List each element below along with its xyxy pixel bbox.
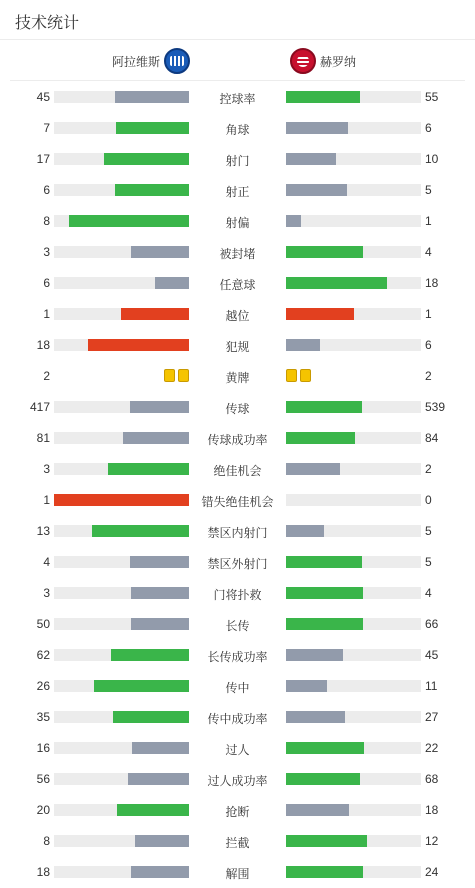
away-value: 539: [425, 400, 446, 414]
stat-label: 射正: [225, 185, 250, 199]
away-value: 2: [425, 369, 432, 383]
home-bar-track: [54, 804, 189, 816]
home-value: 50: [36, 617, 50, 631]
away-bar-fill: [286, 618, 363, 630]
away-bar-track: [286, 432, 421, 444]
home-bar-fill: [113, 711, 189, 723]
away-value: 11: [425, 679, 438, 693]
stat-row: [0, 825, 475, 856]
home-value: 6: [43, 183, 50, 197]
home-bar-fill: [123, 432, 189, 444]
home-value: 7: [43, 121, 50, 135]
away-bar-fill: [286, 587, 363, 599]
away-value: 1: [425, 214, 432, 228]
teams-header: [10, 41, 465, 81]
stat-row: [0, 732, 475, 763]
home-bar-track: [54, 339, 189, 351]
stat-label: 长传: [225, 619, 250, 633]
stat-label: 拦截: [225, 836, 250, 850]
away-bar-track: [286, 525, 421, 537]
home-value: 56: [36, 772, 50, 786]
stat-label: 越位: [225, 309, 250, 323]
stat-row: [0, 205, 475, 236]
away-bar-track: [286, 277, 421, 289]
away-value: 18: [425, 276, 439, 290]
away-bar-track: [286, 153, 421, 165]
away-value: 55: [425, 90, 439, 104]
away-bar-fill: [286, 804, 349, 816]
away-bar-fill: [286, 742, 364, 754]
yellow-card-icon: [300, 369, 311, 382]
stat-row: [0, 267, 475, 298]
home-bar-track: [54, 153, 189, 165]
home-bar-track: [54, 401, 189, 413]
stat-row: [0, 515, 475, 546]
home-bar-fill: [92, 525, 189, 537]
away-bar-fill: [286, 773, 360, 785]
away-value: 6: [425, 338, 432, 352]
stat-row: [0, 639, 475, 670]
away-bar-fill: [286, 463, 340, 475]
stat-label: 过人: [225, 743, 250, 757]
home-bar-track: [54, 122, 189, 134]
home-bar-track: [54, 277, 189, 289]
home-value: 1: [43, 307, 50, 321]
home-value: 8: [43, 834, 50, 848]
stat-label: 射门: [225, 154, 250, 168]
stats-list: [0, 81, 475, 887]
home-bar-fill: [155, 277, 189, 289]
home-bar-track: [54, 525, 189, 537]
away-bar-fill: [286, 91, 360, 103]
away-bar-fill: [286, 153, 336, 165]
stat-label: 解围: [225, 867, 250, 881]
home-bar-fill: [115, 184, 189, 196]
away-value: 5: [425, 183, 432, 197]
away-value: 22: [425, 741, 439, 755]
home-bar-track: [54, 680, 189, 692]
away-bar-track: [286, 680, 421, 692]
home-bar-fill: [130, 556, 189, 568]
away-bar-track: [286, 463, 421, 475]
home-bar-fill: [104, 153, 189, 165]
page-title: 技术统计: [15, 15, 80, 32]
stat-row: [0, 236, 475, 267]
home-bar-fill: [131, 866, 189, 878]
stat-label: 禁区外射门: [207, 557, 268, 571]
away-bar-fill: [286, 122, 348, 134]
home-bar-track: [54, 494, 189, 506]
away-bar-fill: [286, 246, 363, 258]
home-bar-track: [54, 91, 189, 103]
away-value: 66: [425, 617, 439, 631]
home-yellow-cards: [164, 369, 189, 382]
stat-row: [0, 360, 475, 391]
away-value: 5: [425, 555, 432, 569]
stat-row: [0, 174, 475, 205]
home-value: 8: [43, 214, 50, 228]
home-bar-fill: [131, 246, 189, 258]
away-value: 68: [425, 772, 439, 786]
stat-row: [0, 856, 475, 887]
away-bar-fill: [286, 649, 343, 661]
away-value: 27: [425, 710, 439, 724]
away-bar-track: [286, 587, 421, 599]
away-bar-track: [286, 494, 421, 506]
home-bar-track: [54, 866, 189, 878]
away-value: 12: [425, 834, 439, 848]
stat-label: 控球率: [219, 92, 256, 106]
stat-label: 射偏: [225, 216, 250, 230]
away-value: 45: [425, 648, 439, 662]
home-value: 1: [43, 493, 50, 507]
away-bar-track: [286, 835, 421, 847]
away-value: 4: [425, 245, 432, 259]
away-value: 0: [425, 493, 432, 507]
stat-row: [0, 81, 475, 112]
away-value: 24: [425, 865, 439, 879]
stat-row: [0, 577, 475, 608]
yellow-card-icon: [164, 369, 175, 382]
stat-label: 任意球: [219, 278, 256, 292]
stat-label: 被封堵: [219, 247, 256, 261]
away-bar-fill: [286, 556, 362, 568]
away-bar-fill: [286, 835, 367, 847]
home-value: 17: [36, 152, 50, 166]
home-value: 3: [43, 586, 50, 600]
away-team-name: 赫罗纳: [320, 54, 357, 69]
away-bar-fill: [286, 432, 355, 444]
home-bar-fill: [108, 463, 189, 475]
home-bar-fill: [128, 773, 189, 785]
away-bar-track: [286, 215, 421, 227]
away-bar-track: [286, 401, 421, 413]
away-bar-track: [286, 711, 421, 723]
away-bar-fill: [286, 184, 347, 196]
home-bar-fill: [130, 401, 189, 413]
home-bar-fill: [121, 308, 189, 320]
yellow-card-icon: [178, 369, 189, 382]
away-bar-fill: [286, 339, 320, 351]
home-bar-fill: [116, 122, 189, 134]
away-bar-fill: [286, 215, 301, 227]
away-bar-fill: [286, 711, 345, 723]
away-bar-track: [286, 866, 421, 878]
stat-row: [0, 763, 475, 794]
away-team[interactable]: [290, 41, 360, 81]
stat-label: 绝佳机会: [213, 464, 262, 478]
home-value: 62: [36, 648, 50, 662]
home-value: 3: [43, 245, 50, 259]
away-bar-fill: [286, 277, 387, 289]
stat-label: 角球: [225, 123, 250, 137]
stat-label: 传球成功率: [207, 433, 268, 447]
stat-row: [0, 391, 475, 422]
home-value: 45: [36, 90, 50, 104]
away-bar-track: [286, 308, 421, 320]
home-bar-track: [54, 246, 189, 258]
stat-label: 传中成功率: [207, 712, 268, 726]
away-yellow-cards: [286, 369, 311, 382]
stat-label: 禁区内射门: [207, 526, 268, 540]
home-bar-track: [54, 432, 189, 444]
home-bar-track: [54, 308, 189, 320]
home-team-name: 阿拉维斯: [111, 54, 160, 69]
stat-label: 抢断: [225, 805, 250, 819]
away-bar-fill: [286, 680, 327, 692]
away-bar-track: [286, 91, 421, 103]
away-value: 4: [425, 586, 432, 600]
away-value: 84: [425, 431, 439, 445]
yellow-card-icon: [286, 369, 297, 382]
stat-label: 门将扑救: [213, 588, 262, 602]
stat-row: [0, 453, 475, 484]
stat-label: 长传成功率: [207, 650, 268, 664]
stat-row: [0, 422, 475, 453]
home-team[interactable]: [108, 41, 190, 81]
home-bar-fill: [69, 215, 189, 227]
away-bar-track: [286, 742, 421, 754]
home-value: 16: [36, 741, 50, 755]
away-bar-track: [286, 556, 421, 568]
home-bar-track: [54, 587, 189, 599]
stat-row: [0, 670, 475, 701]
home-bar-track: [54, 835, 189, 847]
home-bar-track: [54, 773, 189, 785]
stat-label: 错失绝佳机会: [201, 495, 274, 509]
away-bar-track: [286, 122, 421, 134]
away-value: 1: [425, 307, 432, 321]
stat-row: [0, 701, 475, 732]
stat-row: [0, 546, 475, 577]
home-value: 35: [36, 710, 50, 724]
home-bar-fill: [115, 91, 189, 103]
home-value: 4: [43, 555, 50, 569]
home-value: 18: [36, 865, 50, 879]
home-bar-track: [54, 711, 189, 723]
away-bar-track: [286, 804, 421, 816]
header-bar: [0, 0, 475, 40]
away-value: 18: [425, 803, 439, 817]
home-value: 18: [36, 338, 50, 352]
away-value: 2: [425, 462, 432, 476]
home-bar-track: [54, 463, 189, 475]
away-bar-fill: [286, 866, 363, 878]
stat-label: 传中: [225, 681, 250, 695]
stat-label: 犯规: [225, 340, 250, 354]
home-value: 81: [36, 431, 50, 445]
home-value: 26: [36, 679, 50, 693]
away-bar-fill: [286, 308, 354, 320]
home-bar-track: [54, 618, 189, 630]
girona-crest-icon: [290, 48, 316, 74]
home-bar-track: [54, 742, 189, 754]
home-bar-fill: [135, 835, 189, 847]
home-bar-fill: [54, 494, 189, 506]
away-value: 10: [425, 152, 439, 166]
away-bar-fill: [286, 525, 324, 537]
home-bar-fill: [131, 618, 189, 630]
away-value: 5: [425, 524, 432, 538]
away-value: 6: [425, 121, 432, 135]
stat-row: [0, 329, 475, 360]
alaves-crest-icon: [164, 48, 190, 74]
away-bar-track: [286, 339, 421, 351]
home-bar-fill: [94, 680, 189, 692]
home-bar-fill: [131, 587, 189, 599]
away-bar-track: [286, 246, 421, 258]
home-bar-fill: [88, 339, 189, 351]
away-bar-track: [286, 184, 421, 196]
stat-row: [0, 112, 475, 143]
home-value: 417: [29, 400, 50, 414]
stat-label: 传球: [225, 402, 250, 416]
home-bar-fill: [117, 804, 189, 816]
stat-row: [0, 794, 475, 825]
home-bar-track: [54, 649, 189, 661]
home-bar-track: [54, 215, 189, 227]
home-value: 2: [43, 369, 50, 383]
away-bar-track: [286, 618, 421, 630]
home-value: 6: [43, 276, 50, 290]
home-bar-track: [54, 184, 189, 196]
away-bar-track: [286, 773, 421, 785]
stat-row: [0, 298, 475, 329]
away-bar-track: [286, 649, 421, 661]
stat-row: [0, 484, 475, 515]
stat-label: 黄牌: [225, 371, 250, 385]
home-value: 20: [36, 803, 50, 817]
home-bar-fill: [111, 649, 189, 661]
home-bar-fill: [132, 742, 189, 754]
home-bar-track: [54, 556, 189, 568]
stat-label: 过人成功率: [207, 774, 268, 788]
home-value: 13: [36, 524, 50, 538]
away-bar-fill: [286, 401, 362, 413]
stat-row: [0, 143, 475, 174]
stat-row: [0, 608, 475, 639]
home-value: 3: [43, 462, 50, 476]
